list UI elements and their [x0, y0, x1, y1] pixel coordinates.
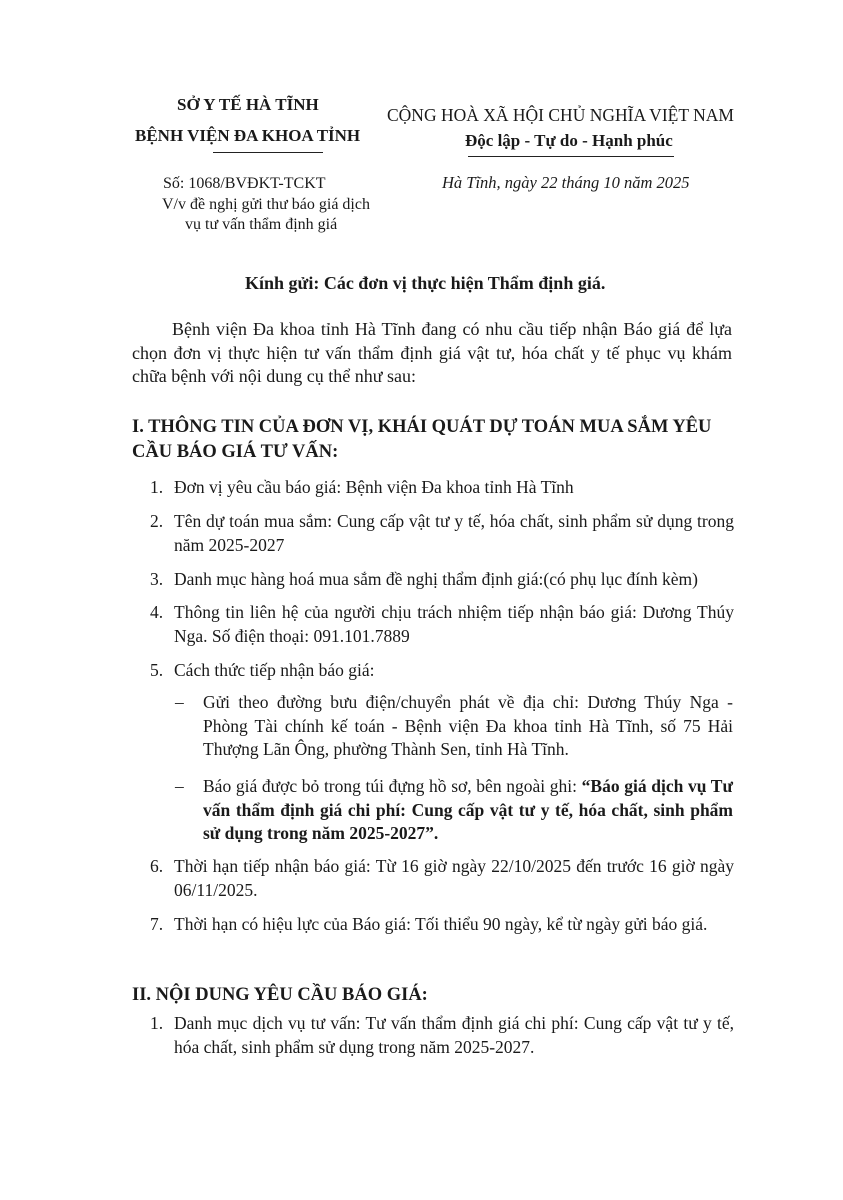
hospital-underline	[213, 152, 323, 153]
list-item	[150, 601, 734, 648]
item-text: Tên dự toán mua sắm: Cung cấp vật tư y tế, hóa chất, sinh phẩm sử dụng trong năm 2025-2027	[174, 511, 734, 555]
item-number: 6.	[150, 856, 164, 876]
list-item	[150, 1012, 734, 1059]
dash-bullet: –	[175, 776, 184, 796]
list-item	[150, 913, 734, 937]
motto-underline	[468, 156, 674, 157]
section-1-heading: I. THÔNG TIN CỦA ĐƠN VỊ, KHÁI QUÁT DỰ TOÁN MUA SẮM YÊU CẦU BÁO GIÁ TƯ VẤN:	[132, 417, 712, 462]
document-date: Hà Tĩnh, ngày 22 tháng 10 năm 2025	[442, 173, 690, 192]
sub-item-bold-text: “Báo giá dịch vụ Tư vấn thẩm định giá chi phí: Cung cấp vật tư y tế, hóa chất, sinh phẩm sử dụng trong năm 2025-2027”.	[203, 776, 733, 843]
sub-item-text: Gửi theo đường bưu điện/chuyển phát về địa chỉ: Dương Thúy Nga - Phòng Tài chính kế toán - Bệnh viện Đa khoa tỉnh Hà Tĩnh, số 75 Hải Thượng Lãn Ông, phường Thành Sen, tỉnh Hà Tĩnh.	[203, 692, 733, 759]
item-text: Thông tin liên hệ của người chịu trách nhiệm tiếp nhận báo giá: Dương Thúy Nga. Số điện thoại: 091.101.7889	[174, 602, 734, 646]
item-text: Thời hạn có hiệu lực của Báo giá: Tối thiểu 90 ngày, kể từ ngày gửi báo giá.	[174, 914, 708, 934]
list-item	[150, 659, 734, 683]
intro-paragraph: Bệnh viện Đa khoa tỉnh Hà Tĩnh đang có nhu cầu tiếp nhận Báo giá để lựa chọn đơn vị thực hiện tư vấn thẩm định giá vật tư, hóa chất y tế phục vụ khám chữa bệnh với nội dung cụ thể như sau:	[132, 319, 732, 386]
item-number: 3.	[150, 569, 164, 589]
document-number: Số: 1068/BVĐKT-TCKT	[163, 175, 326, 192]
salutation: Kính gửi: Các đơn vị thực hiện Thẩm định giá.	[245, 273, 606, 293]
list-item	[150, 568, 734, 592]
national-motto: Độc lập - Tự do - Hạnh phúc	[465, 131, 673, 150]
item-text: Đơn vị yêu cầu báo giá: Bệnh viện Đa khoa tỉnh Hà Tĩnh	[174, 477, 574, 497]
agency-name: SỞ Y TẾ HÀ TĨNH	[177, 95, 319, 114]
dash-bullet: –	[175, 692, 184, 712]
item-number: 4.	[150, 602, 164, 622]
subject-line-1: V/v đề nghị gửi thư báo giá dịch	[162, 196, 370, 213]
sub-item-text: Báo giá được bỏ trong túi đựng hồ sơ, bên ngoài ghi:	[203, 776, 582, 796]
item-text: Danh mục hàng hoá mua sắm đề nghị thẩm định giá:(có phụ lục đính kèm)	[174, 569, 698, 589]
item-number: 1.	[150, 477, 164, 497]
item-number: 1.	[150, 1013, 164, 1033]
item-number: 7.	[150, 914, 164, 934]
list-item	[150, 855, 734, 902]
list-item	[150, 510, 734, 557]
section-2-heading: II. NỘI DUNG YÊU CẦU BÁO GIÁ:	[132, 985, 428, 1005]
subject-line-2: vụ tư vấn thẩm định giá	[185, 216, 338, 233]
item-text: Cách thức tiếp nhận báo giá:	[174, 660, 375, 680]
nation-title: CỘNG HOÀ XÃ HỘI CHỦ NGHĨA VIỆT NAM	[387, 105, 734, 125]
list-item	[150, 476, 734, 500]
item-text: Thời hạn tiếp nhận báo giá: Từ 16 giờ ngày 22/10/2025 đến trước 16 giờ ngày 06/11/2025.	[174, 856, 734, 900]
item-text: Danh mục dịch vụ tư vấn: Tư vấn thẩm định giá chi phí: Cung cấp vật tư y tế, hóa chất, sinh phẩm sử dụng trong năm 2025-2027.	[174, 1013, 734, 1057]
item-number: 5.	[150, 660, 164, 680]
sub-list-item	[175, 775, 733, 846]
sub-list-item	[175, 691, 733, 762]
item-number: 2.	[150, 511, 164, 531]
hospital-name: BỆNH VIỆN ĐA KHOA TỈNH	[135, 126, 361, 145]
